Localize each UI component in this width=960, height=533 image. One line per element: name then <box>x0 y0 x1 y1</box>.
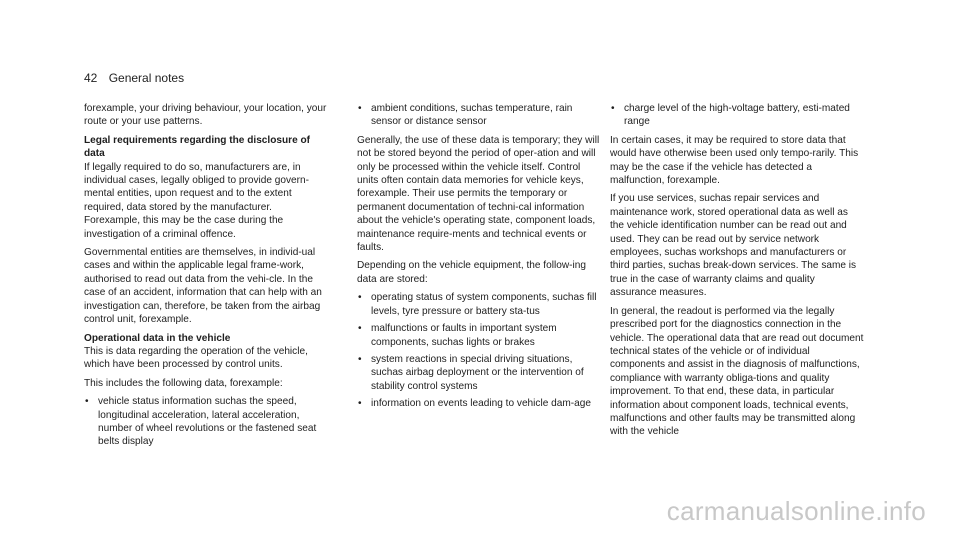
paragraph: forexample, your driving behaviour, your location, your route or your use patterns. <box>84 103 327 128</box>
paragraph: This is data regarding the operation of the vehicle, which have been processed by control units. <box>84 345 308 371</box>
bullet-icon: • <box>85 396 89 408</box>
page-number: 42 <box>84 71 98 85</box>
bullet-icon: • <box>358 323 362 335</box>
list-item <box>357 322 603 349</box>
bullet-list <box>357 291 603 410</box>
paragraph: Generally, the use of these data is temporary; they will not be stored beyond the period of oper-ation and will only be processed within the vehicle itself. Control units often contain data memories for vehicle keys, forexample. Their use permits the temporary or permanent documentation of techni-cal information about the vehicle's operating state, component loads, maintenance require-ments and technical events or faults. <box>357 134 600 254</box>
heading-operational-data: Operational data in the vehicle <box>84 332 231 344</box>
bullet-list <box>84 395 330 449</box>
bullet-icon: • <box>611 103 615 114</box>
column-1 <box>84 102 330 454</box>
watermark: carmanualsonline.info <box>666 496 926 526</box>
paragraph: If legally required to do so, manufacturers are, in individual cases, legally obliged to provide govern-mental entities, upon request and to the extent required, data stored by the manufacturer. Forexample, this may be the case during the investigation of a criminal offence. <box>84 161 309 240</box>
paragraph: In certain cases, it may be required to store data that would have otherwise been used only tempo-rarily. This may be the case if the vehicle has detected a malfunction, forexample. <box>610 134 859 187</box>
list-item <box>357 353 603 393</box>
bullet-icon: • <box>358 353 362 365</box>
section-title: General notes <box>108 71 185 85</box>
bullet-icon: • <box>358 292 362 304</box>
list-item <box>357 291 603 318</box>
paragraph: In general, the readout is performed via the legally prescribed port for the diagnostics connection in the vehicle. The operational data that are read out document technical states of the vehicle or of individual components and assist in the diagnosis of malfunctions, compliance with warranty obliga-tions and quality improvement. To that end, these data, in particular information about component loads, technical events, malfunctions and other faults may be transmitted along with the vehicle <box>610 305 864 438</box>
list-item <box>357 102 603 129</box>
list-item-text: malfunctions or faults in important system components, suchas lights or brakes <box>371 323 557 348</box>
list-item-text: charge level of the high-voltage battery, esti-mated range <box>624 103 850 128</box>
list-item-text: operating status of system components, suchas fill levels, tyre pressure or battery sta-tus <box>371 292 597 317</box>
heading-legal-requirements: Legal requirements regarding the disclosure of data <box>84 134 311 160</box>
list-item <box>610 102 864 129</box>
list-item-text: ambient conditions, suchas temperature, rain sensor or distance sensor <box>371 103 573 128</box>
list-item-text: vehicle status information suchas the speed, longitudinal acceleration, lateral acceleration, number of wheel revolutions or the fastened seat belts display <box>98 396 317 448</box>
paragraph: Depending on the vehicle equipment, the follow-ing data are stored: <box>357 260 586 285</box>
list-item-text: information on events leading to vehicle dam-age <box>371 398 591 410</box>
paragraph: Governmental entities are themselves, in individ-ual cases and within the applicable legal frame-work, authorised to read out data from the vehi-cle. In the case of an accident, information that can help with an investigation can, therefore, be taken from the airbag control unit, forexample. <box>84 247 322 326</box>
paragraph: This includes the following data, forexample: <box>84 377 283 389</box>
list-item <box>357 397 603 410</box>
list-item-text: system reactions in special driving situations, suchas airbag deployment or the intervention of stability control systems <box>371 353 584 392</box>
paragraph: If you use services, suchas repair services and maintenance work, stored operational data as well as the vehicle identification number can be read out and used. They can be read out by service network employees, suchas workshops and manufacturers or third parties, suchas break-down services. The same is true in the case of warranty claims and quality assurance measures. <box>610 193 857 299</box>
bullet-list <box>357 102 603 129</box>
bullet-icon: • <box>358 398 362 410</box>
bullet-icon: • <box>358 103 362 114</box>
page-header <box>84 71 184 85</box>
column-3 <box>610 102 864 444</box>
list-item <box>84 395 330 449</box>
column-2 <box>357 102 603 416</box>
bullet-list <box>610 102 864 129</box>
